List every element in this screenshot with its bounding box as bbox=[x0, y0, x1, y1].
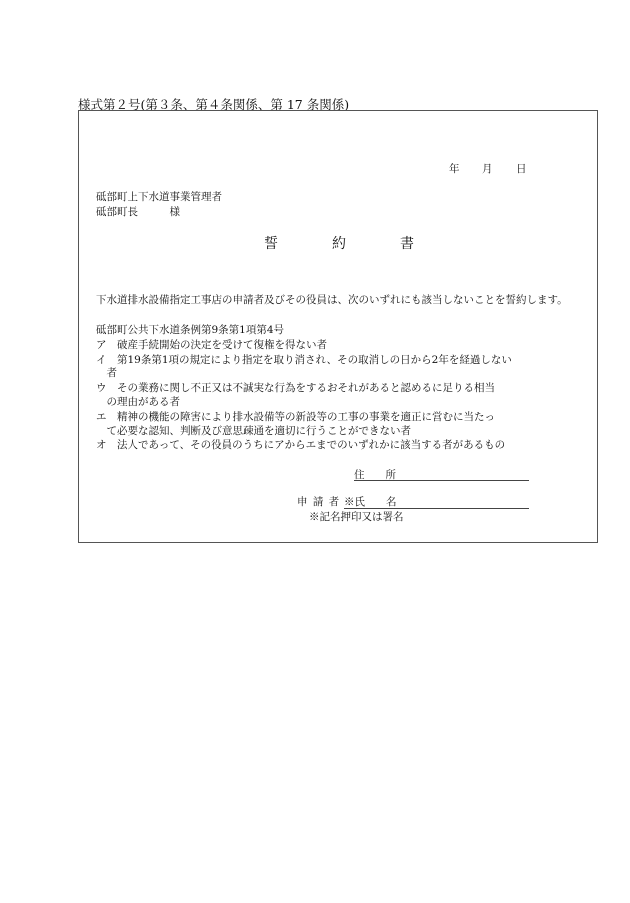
disqualification-item: エ 精神の機能の障害により排水設備等の新設等の工事の事業を適正に営むに当たっ bbox=[96, 411, 495, 423]
applicant-label: 申 請 者 bbox=[297, 496, 341, 508]
name-field[interactable] bbox=[344, 507, 529, 509]
disqualification-item: オ 法人であって、その役員のうちにアからエまでのいずれかに該当する者があるもの bbox=[96, 439, 506, 451]
disqualification-item: イ 第19条第1項の規定により指定を取り消され、その取消しの日から2年を経過しない bbox=[96, 354, 512, 366]
addressee-line-2: 砥部町長 様 bbox=[96, 206, 180, 218]
address-field[interactable] bbox=[354, 479, 529, 481]
disqualification-item: の理由がある者 bbox=[96, 396, 180, 408]
addressee-line-1: 砥部町上下水道事業管理者 bbox=[96, 191, 222, 203]
legal-basis: 砥部町公共下水道条例第9条第1項第4号 bbox=[96, 324, 285, 336]
disqualification-item: て必要な認知、判断及び意思疎通を適切に行うことができない者 bbox=[96, 425, 411, 437]
disqualification-item: 者 bbox=[96, 367, 117, 379]
disqualification-item: ア 破産手続開始の決定を受けて復権を得ない者 bbox=[96, 339, 327, 351]
form-number: 様式第２号(第３条、第４条関係、第 17 条関係) bbox=[78, 97, 350, 112]
disqualification-item: ウ その業務に関し不正又は不誠実な行為をするおそれがあると認めるに足りる相当 bbox=[96, 382, 495, 394]
day-label: 日 bbox=[516, 163, 527, 175]
page-title: 誓約書 bbox=[264, 236, 468, 252]
year-label: 年 bbox=[449, 163, 460, 175]
name-label: ※氏 名 bbox=[344, 496, 397, 508]
signature-note: ※記名押印又は署名 bbox=[309, 511, 404, 523]
pledge-statement: 下水道排水設備指定工事店の申請者及びその役員は、次のいずれにも該当しないことを誓約します。 bbox=[96, 294, 568, 306]
address-label: 住 所 bbox=[354, 469, 396, 481]
month-label: 月 bbox=[482, 163, 493, 175]
